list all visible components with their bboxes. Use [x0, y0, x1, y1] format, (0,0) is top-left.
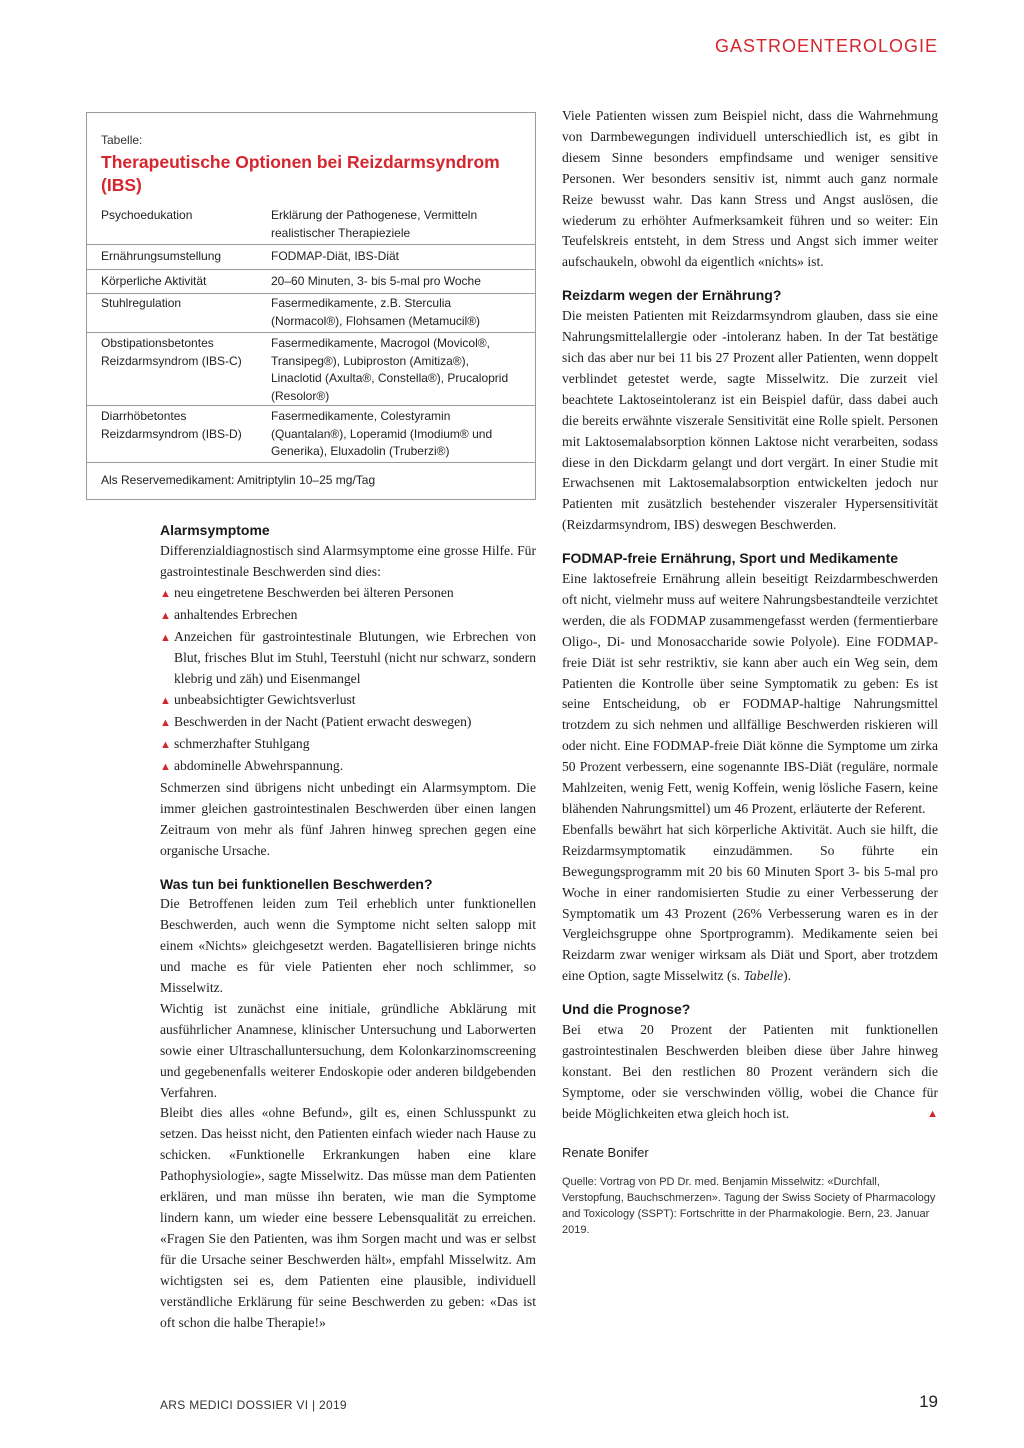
table-divider	[87, 405, 535, 406]
paragraph: Bleibt dies alles «ohne Befund», gilt es, einen Schlusspunkt zu setzen. Das heisst nicht, den Patienten einfach wieder nach Hause zu schicken. «Funktionelle Erkrankungen haben eine klare Pathophysiologie», sagte Misselwitz. Das müsse man dem Patienten erklären, und man müsse ihn beraten, wie man die Symptome lindern kann, um wieder eine bessere Lebensqualität zu erreichen. «Fragen Sie den Patienten, was ihm Sorgen macht und was er selbst für die Ursache seiner Beschwerden hält», empfahl Misselwitz. Am wichtigsten sei es, dem Patienten eine plausible, individuell verständliche Erklärung für seine Beschwerden zu geben: «Das ist oft schon die halbe Therapie!»	[160, 1105, 536, 1330]
list-item-text: Beschwerden in der Nacht (Patient erwacht deswegen)	[174, 714, 472, 730]
author: Renate Bonifer	[562, 1144, 649, 1160]
paragraph: Differenzialdiagnostisch sind Alarmsymptome eine grosse Hilfe. Für gastrointestinale Beschwerden sind dies:	[160, 542, 536, 579]
table-title: Therapeutische Optionen bei Reizdarmsyndrom (IBS)	[101, 152, 500, 195]
table-divider	[87, 293, 535, 294]
list-item	[160, 627, 536, 691]
list-item-text: Anzeichen für gastrointestinale Blutungen, wie Erbrechen von Blut, frisches Blut im Stuhl, Teerstuhl (nicht nur schwarz, sondern klebrig und zäh) und Eisenmangel	[174, 628, 536, 687]
table-divider	[87, 269, 535, 270]
section-title: GASTROENTEROLOGIE	[714, 36, 938, 56]
triangle-bullet-icon: ▲	[160, 631, 171, 644]
list-item-text: unbeabsichtigter Gewichtsverlust	[174, 692, 356, 708]
paragraph-text: ).	[783, 968, 792, 984]
table-footnote: Als Reservemedikament: Amitriptylin 10–25 mg/Tag	[101, 473, 376, 487]
table-row-text: Fasermedikamente, Macrogol (Movicol®, Transipeg®), Lubiproston (Amitiza®), Linaclotid (Axulta®, Constella®), Prucaloprid (Resolor®)	[271, 336, 509, 403]
table-row-label: Körperliche Aktivität	[101, 274, 207, 288]
page-number: 19	[919, 1392, 938, 1411]
triangle-bullet-icon: ▲	[160, 609, 171, 622]
table-caption: Tabelle:	[101, 133, 143, 147]
triangle-bullet-icon: ▲	[160, 739, 171, 752]
table-row-label: Obstipationsbetontes Reizdarmsyndrom (IBS-C)	[101, 336, 242, 368]
paragraph: Schmerzen sind übrigens nicht unbedingt ein Alarmsymptom. Die immer gleichen gastrointestinalen Beschwerden über einen langen Zeitraum von mehr als fünf Jahren hinweg sprechen gegen eine organische Ursache.	[160, 779, 536, 858]
right-column	[562, 106, 938, 1238]
list-item	[160, 712, 536, 734]
triangle-bullet-icon: ▲	[160, 695, 171, 708]
table-row-label: Ernährungsumstellung	[101, 249, 222, 263]
heading-funktionelle-beschwerden: Was tun bei funktionellen Beschwerden?	[160, 875, 433, 892]
table-divider	[87, 244, 535, 245]
paragraph	[562, 820, 938, 987]
table-row-label: Stuhlregulation	[101, 296, 182, 310]
table-row-label: Psychoedukation	[101, 208, 193, 222]
paragraph: Eine laktosefreie Ernährung allein beseitigt Reizdarmbeschwerden oft nicht, vielmehr muss auf weitere Nahrungsbestandteile verzichtet werden, die als FODMAP zusammengefasst werden (fermentierbare Oligo-, Di- und Monosaccharide sowie Polyole). Eine FODMAP-freie Diät ist sehr restriktiv, sie kann aber auch ein Weg sein, dem Patienten die Kontrolle über seine Symptomatik zu geben: Es ist seine Entscheidung, ob er FODMAP-haltige Nahrungsmittel trotzdem zu sich nehmen und allfällige Beschwerden riskieren will oder nicht. Eine FODMAP-freie Diät könne die Symptome um zirka 50 Prozent verbessern, eine sogenannte IBS-Diät (reguläre, normale Mahlzeiten, wenig Fett, wenig Koffein, wenig lösliche Fasern, keine blähenden Nahrungsmittel) um 46 Prozent, erläuterte der Referent.	[562, 571, 938, 816]
table-row-text: Erklärung der Pathogenese, Vermitteln realistischer Therapieziele	[271, 208, 478, 240]
list-item	[160, 734, 536, 756]
paragraph-text: Bei etwa 20 Prozent der Patienten mit funktionellen gastrointestinalen Beschwerden bleiben diese über Jahre hinweg konstant. Bei den restlichen 80 Prozent verändern sich die Symptome, oder sie verschwinden völlig, wobei die Chance für beide Möglichkeiten etwa gleich hoch ist.	[562, 1022, 938, 1121]
heading-prognose: Und die Prognose?	[562, 1001, 691, 1018]
paragraph: Viele Patienten wissen zum Beispiel nicht, dass die Wahrnehmung von Darmbewegungen individuell unterschiedlich ist, es gibt in diesem Sinne besonders empfindsame und weniger sensitive Personen. Wer besonders sensitiv ist, nimmt auch ganz normale Reize bewusst wahr. Das kann Stress und Angst auslösen, die wiederum zu erhöhter Aufmerksamkeit führen und so weiter: Ein Teufelskreis entsteht, in dem Stress und Angst sich immer weiter aufschaukeln, obwohl da eigentlich «nichts» ist.	[562, 108, 938, 270]
heading-alarmsymptome: Alarmsymptome	[160, 522, 270, 538]
paragraph: Die Betroffenen leiden zum Teil erheblich unter funktionellen Beschwerden, auch wenn die Symptome nicht selten salopp mit einem «Nichts» gleichgesetzt werden. Bagatellisieren bringe nichts und mache es für viele Patienten eher noch schlimmer, so Misselwitz.	[160, 896, 536, 996]
left-column	[160, 520, 536, 1333]
paragraph	[562, 1020, 938, 1125]
triangle-bullet-icon: ▲	[160, 587, 171, 600]
list-item	[160, 690, 536, 712]
list-item	[160, 605, 536, 627]
list-item	[160, 756, 536, 778]
heading-fodmap: FODMAP-freie Ernährung, Sport und Medikamente	[562, 550, 899, 567]
table-row-text: FODMAP-Diät, IBS-Diät	[271, 249, 400, 263]
table-reference: Tabelle	[743, 968, 784, 984]
paragraph-text: Ebenfalls bewährt hat sich körperliche Aktivität. Auch sie hilft, die Reizdarmsymptomatik einzudämmen. So führte ein Bewegungsprogramm mit 20 bis 60 Minuten Sport 3- bis 5-mal pro Woche in einer randomisierten Studie zu einer Verbesserung der Symptomatik um 43 Prozent (26% Verbesserung waren es in der Vergleichsgruppe ohne Sportprogramm). Medikamente seien bei Reizdarm zwar weniger wirksam als Diät und Sport, aber trotzdem eine Option, sagte Misselwitz (s.	[562, 821, 938, 984]
table-row-text: Fasermedikamente, z.B. Sterculia (Normacol®), Flohsamen (Metamucil®)	[271, 296, 481, 328]
triangle-bullet-icon: ▲	[160, 760, 171, 773]
table-divider	[87, 462, 535, 463]
triangle-bullet-icon: ▲	[160, 717, 171, 730]
list-item-text: anhaltendes Erbrechen	[174, 606, 298, 622]
table-divider	[87, 332, 535, 333]
therapy-table	[86, 112, 536, 500]
heading-ernaehrung: Reizdarm wegen der Ernährung?	[562, 287, 782, 304]
paragraph: Die meisten Patienten mit Reizdarmsyndrom glauben, dass sie eine Nahrungsmittelallergie oder -intoleranz haben. In der Tat bestätige sich das aber nur bei 11 bis 27 Prozent aller Patienten, wenn doppelt verblindet getestet werde, sagte Misselwitz. Die zurzeit viel beachtete Laktoseintoleranz ist ein Beispiel dafür, dass dabei auch die bereits erwähnte viszerale Sensitivität eine Rolle spielt. Personen mit Laktosemalabsorption können Laktose nicht verarbeiten, sodass diese in den Dickdarm gelangt und dort vergärt. In einer Studie mit Erwachsenen mit Laktosemalabsorption entwickelten jedoch nur Patienten mit zusätzlich bestehender viszeraler Hypersensitivität (Reizdarmsyndrom, IBS) deswegen Beschwerden.	[562, 308, 938, 533]
source-note: Quelle: Vortrag von PD Dr. med. Benjamin Misselwitz: «Durchfall, Verstopfung, Bauchschmerzen». Tagung der Swiss Society of Pharmacology and Toxicology (SSPT): Fortschritte in der Pharmakologie. Bern, 23. Januar 2019.	[562, 1175, 936, 1236]
journal-footer: ARS MEDICI DOSSIER VI | 2019	[160, 1398, 347, 1412]
paragraph: Wichtig ist zunächst eine initiale, gründliche Abklärung mit ausführlicher Anamnese, klinischer Untersuchung und Laborwerten sowie einer Ultraschalluntersuchung, dem Kolonkarzinomscreening und gegebenenfalls weiterer Endoskopie oder anderen bildgebenden Verfahren.	[160, 1000, 536, 1100]
list-item	[160, 583, 536, 605]
table-row-text: Fasermedikamente, Colestyramin (Quantalan®), Loperamid (Imodium® und Generika), Eluxadolin (Truberzi®)	[271, 409, 493, 458]
table-row-text: 20–60 Minuten, 3- bis 5-mal pro Woche	[271, 274, 481, 288]
end-of-article-icon: ▲	[927, 1107, 938, 1120]
list-item-text: abdominelle Abwehrspannung.	[174, 757, 344, 773]
list-item-text: neu eingetretene Beschwerden bei älteren Personen	[174, 584, 454, 600]
table-row-label: Diarrhöbetontes Reizdarmsyndrom (IBS-D)	[101, 409, 242, 441]
list-item-text: schmerzhafter Stuhlgang	[174, 736, 310, 752]
